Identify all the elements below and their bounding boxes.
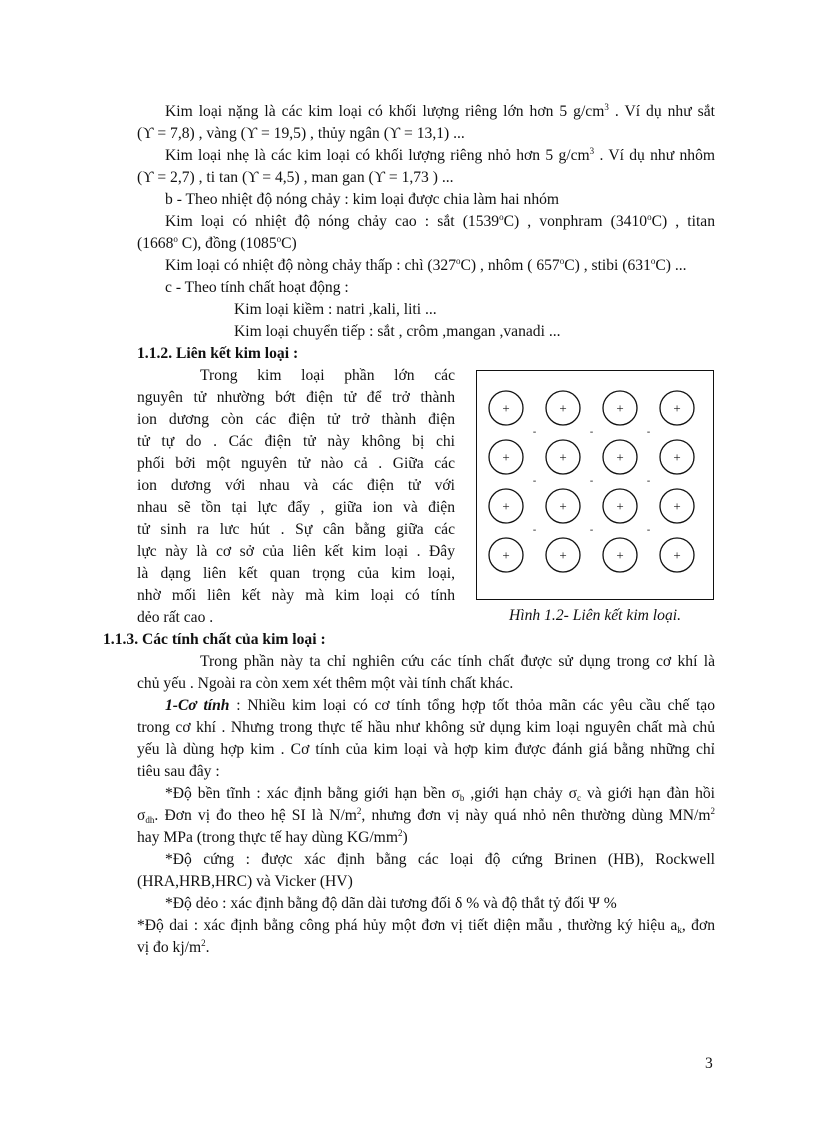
free-electron: - — [532, 475, 537, 487]
text-line: nguyên tử nhường bớt điện tử để trở thành — [137, 389, 455, 406]
ion-plus-sign: + — [502, 498, 510, 514]
ion-plus-sign: + — [502, 449, 510, 465]
page-number: 3 — [705, 1055, 713, 1072]
free-electron: - — [646, 524, 651, 536]
text-line: Kim loại có nhiệt độ nòng chảy thấp : chì (327$^o$C) , nhôm ( 657$^o$C) , stibi (631$^o$C) ... — [165, 256, 687, 274]
text-line: ion dương với nhau và các điện tử với — [137, 477, 455, 494]
free-electron: - — [589, 426, 594, 438]
ion-plus-sign: + — [616, 449, 624, 465]
text-line: Trong kim loại phần lớn các — [200, 367, 455, 384]
text-line: yếu là dùng hợp kim . Cơ tính của kim loại và hợp kim được đánh giá bằng những chỉ — [137, 741, 715, 758]
text-line: ion dương còn các điện tử trở thành điện — [137, 411, 455, 428]
text-line: lực này là cơ sở của liên kết kim loại . Đây — [137, 543, 455, 560]
ion-plus-sign: + — [559, 547, 567, 563]
ion-plus-sign: + — [673, 547, 681, 563]
text-line: trong cơ khí . Nhưng trong thực tế hầu như không sử dụng kim loại nguyên chất mà chủ — [137, 719, 715, 736]
text-line: nhờ mối liên kết này mà kim loại có tính — [137, 587, 455, 604]
text-line: hay MPa (trong thực tế hay dùng $KG/mm^2$) — [137, 828, 408, 846]
text-line: (HRA,HRB,HRC) và Vicker (HV) — [137, 873, 353, 890]
ion-plus-sign: + — [559, 498, 567, 514]
free-electron: - — [589, 524, 594, 536]
text-line: *Độ dai : xác định bằng công phá hủy một đơn vị tiết diện mẫu , thường ký hiệu $a_k$, đơn — [137, 917, 715, 935]
free-electron: - — [646, 426, 651, 438]
free-electron: - — [532, 524, 537, 536]
section-heading: 1.1.2. Liên kết kim loại : — [137, 345, 299, 362]
text-line: chủ yếu . Ngoài ra còn xem xét thêm một vài tính chất khác. — [137, 675, 514, 692]
free-electron: - — [646, 475, 651, 487]
text-line: (1668$^o$ C), đồng (1085$^o$C) — [137, 234, 297, 252]
text-line: tử tự do . Các điện tử này không bị chi — [137, 433, 455, 450]
free-electron: - — [589, 475, 594, 487]
ion-plus-sign: + — [502, 400, 510, 416]
ion-plus-sign: + — [559, 449, 567, 465]
text-line: *Độ dẻo : xác định bằng độ dãn dài tương đối δ % và độ thắt tỷ đối Ψ % — [165, 895, 617, 912]
text-line: dẻo rất cao . — [137, 609, 214, 626]
ion-plus-sign: + — [502, 547, 510, 563]
text-line: nhau sẽ tồn tại lực đẩy , giữa ion và điện — [137, 499, 455, 516]
ion-plus-sign: + — [673, 498, 681, 514]
mech-label: 1-Cơ tính — [165, 697, 230, 714]
text-line: (ϒ = 7,8) , vàng (ϒ = 19,5) , thủy ngân (ϒ = 13,1) ... — [137, 125, 465, 142]
text-line: Trong phần này ta chỉ nghiên cứu các tính chất được sử dụng trong cơ khí là — [200, 653, 715, 670]
section-heading: 1.1.3. Các tính chất của kim loại : — [103, 631, 326, 648]
ion-plus-sign: + — [616, 498, 624, 514]
text-line: Kim loại kiềm : natri ,kali, liti ... — [234, 301, 437, 318]
text-line: *Độ bền tĩnh : xác định bằng giới hạn bền $\sigma_b$ ,giới hạn chảy $\sigma_c$ và giới hạn đàn hồi — [165, 785, 715, 803]
text-line: Kim loại nhẹ là các kim loại có khối lượng riêng nhỏ hơn 5 $g/cm^3$ . Ví dụ như nhôm — [165, 146, 715, 164]
ion-plus-sign: + — [616, 547, 624, 563]
text-line: Kim loại chuyển tiếp : sắt , crôm ,mangan ,vanadi ... — [234, 323, 561, 340]
text-line: Kim loại có nhiệt độ nóng chảy cao : sắt (1539$^o$C) , vonphram (3410$^o$C) , titan — [165, 212, 716, 230]
ion-plus-sign: + — [673, 449, 681, 465]
lattice-diagram — [477, 371, 713, 599]
free-electron: - — [532, 426, 537, 438]
text-line: *Độ cứng : được xác định bằng các loại độ cứng Brinen (HB), Rockwell — [165, 851, 715, 868]
ion-plus-sign: + — [616, 400, 624, 416]
text-line: b - Theo nhiệt độ nóng chảy : kim loại được chia làm hai nhóm — [165, 191, 560, 208]
text-line: là dạng liên kết quan trọng của kim loại, — [137, 565, 455, 582]
text-line: 1-Cơ tính : Nhiều kim loại có cơ tính tổng hợp tốt thỏa mãn các yêu cầu chế tạo — [165, 697, 716, 714]
metallic-bond-figure — [476, 370, 714, 600]
ion-plus-sign: + — [559, 400, 567, 416]
text-line: Kim loại nặng là các kim loại có khối lượng riêng lớn hơn 5 $g/cm^3$ . Ví dụ như sắt — [165, 102, 716, 120]
text-line: tiêu sau đây : — [137, 763, 220, 780]
figure-caption: Hình 1.2- Liên kết kim loại. — [509, 607, 681, 624]
ion-plus-sign: + — [673, 400, 681, 416]
text-line: phối bởi một nguyên tử nào cả . Giữa các — [137, 455, 455, 472]
text-line: tử sinh ra lưc hút . Sự cân bằng giữa các — [137, 521, 455, 538]
text-line: (ϒ = 2,7) , ti tan (ϒ = 4,5) , man gan (ϒ = 1,73 ) ... — [137, 169, 454, 186]
text-line: vị đo $kj/m^2$. — [137, 938, 210, 956]
text-line: $\sigma_{dh}$. Đơn vị đo theo hệ SI là $N/m^2$, nhưng đơn vị này quá nhỏ nên thường dùng $MN/m^2$ — [137, 806, 715, 825]
text-line: c - Theo tính chất hoạt động : — [165, 279, 349, 296]
